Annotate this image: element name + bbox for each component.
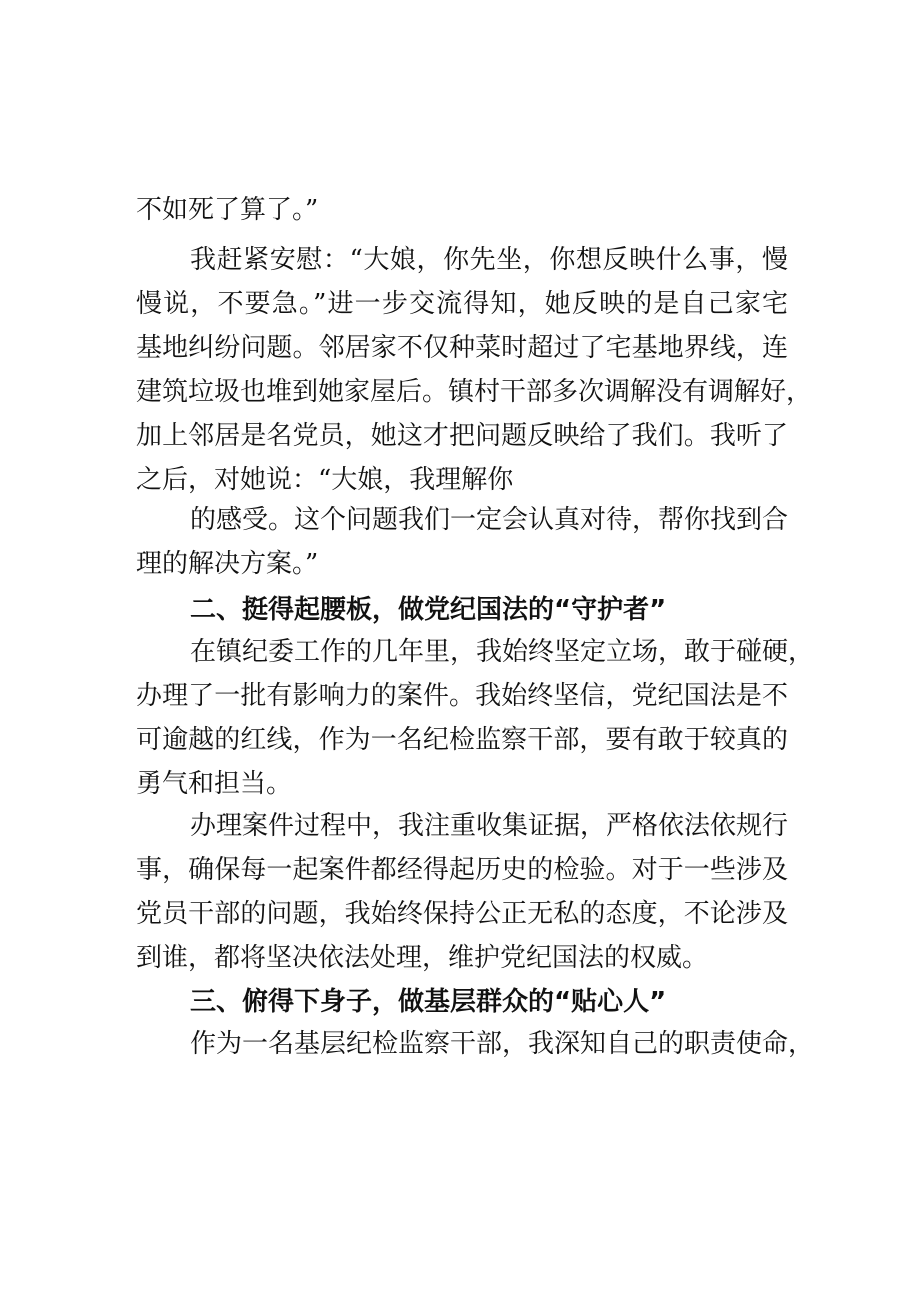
paragraph-line: 不如死了算了。” — [136, 195, 319, 225]
paragraph-line: 加上邻居是名党员，她这才把问题反映给了我们。我听了 — [136, 421, 788, 451]
paragraph-line: 到谁，都将坚决依法处理，维护党纪国法的权威。 — [136, 943, 709, 973]
paragraph-line: 建筑垃圾也堆到她家屋后。镇村干部多次调解没有调解好， — [136, 377, 813, 407]
paragraph-line: 的感受。这个问题我们一定会认真对待，帮你找到合 — [190, 505, 789, 535]
paragraph-line: 事，确保每一起案件都经得起历史的检验。对于一些涉及 — [136, 855, 788, 885]
paragraph-line: 勇气和担当。 — [136, 769, 293, 799]
paragraph-line: 在镇纪委工作的几年里，我始终坚定立场，敢于碰硬， — [190, 637, 815, 667]
paragraph-line: 党员干部的问题，我始终保持公正无私的态度，不论涉及 — [136, 899, 788, 929]
section-heading: 二、挺得起腰板，做党纪国法的“守护者” — [190, 595, 667, 625]
section-heading: 三、俯得下身子，做基层群众的“贴心人” — [190, 987, 667, 1017]
paragraph-line: 办理案件过程中，我注重收集证据，严格依法依规行 — [190, 811, 789, 841]
paragraph-line: 作为一名基层纪检监察干部，我深知自己的职责使命， — [190, 1029, 815, 1059]
paragraph-line: 之后，对她说：“大娘，我理解你 — [136, 465, 514, 495]
paragraph-line: 基地纠纷问题。邻居家不仅种菜时超过了宅基地界线，连 — [136, 333, 788, 363]
paragraph-line: 我赶紧安慰：“大娘，你先坐，你想反映什么事，慢 — [190, 245, 788, 275]
paragraph-line: 可逾越的红线，作为一名纪检监察干部，要有敢于较真的 — [136, 725, 788, 755]
paragraph-line: 慢说，不要急。”进一步交流得知，她反映的是自己家宅 — [136, 289, 788, 319]
paragraph-line: 办理了一批有影响力的案件。我始终坚信，党纪国法是不 — [136, 681, 788, 711]
paragraph-line: 理的解决方案。” — [136, 549, 319, 579]
